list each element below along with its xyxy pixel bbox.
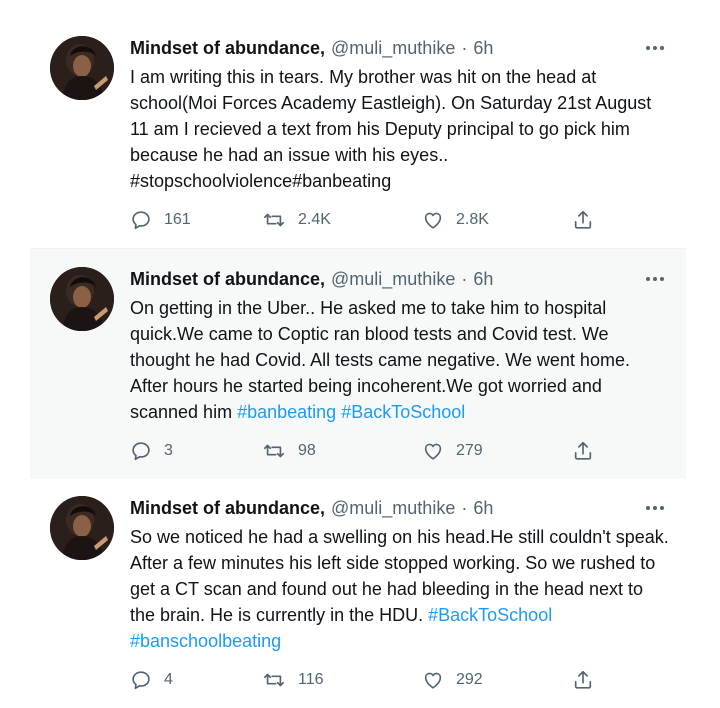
retweet-count: 98: [298, 442, 316, 459]
tweet-text: [130, 524, 670, 654]
retweet-icon: [262, 209, 286, 231]
author-handle[interactable]: @muli_muthike: [331, 268, 456, 289]
separator: ·: [461, 497, 468, 518]
more-options-button[interactable]: [642, 36, 668, 60]
tweet-actions: [130, 206, 610, 234]
heart-icon: [422, 440, 444, 462]
timestamp[interactable]: 6h: [473, 497, 494, 518]
tweet-header: [130, 496, 670, 520]
retweet-button[interactable]: [262, 209, 331, 231]
heart-icon: [422, 669, 444, 691]
hashtag-link[interactable]: #banschoolbeating: [130, 631, 282, 651]
timestamp[interactable]: 6h: [473, 37, 494, 58]
tweet-actions: [130, 437, 610, 465]
tweet-actions: [130, 666, 610, 694]
avatar-image: [50, 496, 114, 560]
share-icon: [572, 669, 594, 691]
hashtag-link[interactable]: #BackToSchool: [428, 605, 553, 625]
tweet-thread: [30, 18, 686, 708]
share-button[interactable]: [572, 669, 594, 691]
author-name[interactable]: Mindset of abundance,: [130, 497, 326, 518]
reply-count: 3: [164, 442, 173, 459]
author-name[interactable]: Mindset of abundance,: [130, 268, 326, 289]
reply-icon: [130, 440, 152, 462]
like-count: 2.8K: [456, 211, 489, 228]
tweet-text: [130, 64, 670, 194]
reply-count: 161: [164, 211, 191, 228]
hashtag-link[interactable]: #BackToSchool: [341, 402, 466, 422]
avatar-image: [50, 36, 114, 100]
tweet-text-segment: So we noticed he had a swelling on his head.He still couldn't speak. After a few minutes his left side stopped working. So we rushed to get a CT scan and found out he had bleeding in the head next to the brain. He is currently in the HDU.: [130, 527, 669, 625]
retweet-button[interactable]: [262, 669, 324, 691]
reply-icon: [130, 209, 152, 231]
share-button[interactable]: [572, 209, 594, 231]
avatar-image: [50, 267, 114, 331]
more-options-button[interactable]: [642, 496, 668, 520]
tweet-header: [130, 36, 670, 60]
more-icon: [645, 276, 665, 282]
separator: ·: [461, 268, 468, 289]
more-icon: [645, 45, 665, 51]
separator: ·: [461, 37, 468, 58]
like-button[interactable]: [422, 440, 483, 462]
retweet-button[interactable]: [262, 440, 316, 462]
avatar[interactable]: [50, 267, 114, 331]
tweet-text-segment: I am writing this in tears. My brother was hit on the head at school(Moi Forces Academy Eastleigh). On Saturday 21st August 11 am I recieved a text from his Deputy principal to go pick him because he had an issue with his eyes.. #stopschoolviolence#banbeating: [130, 67, 652, 191]
retweet-count: 2.4K: [298, 211, 331, 228]
reply-button[interactable]: [130, 669, 173, 691]
avatar[interactable]: [50, 496, 114, 560]
tweet[interactable]: [30, 18, 686, 248]
author-handle[interactable]: @muli_muthike: [331, 497, 456, 518]
retweet-icon: [262, 440, 286, 462]
retweet-count: 116: [298, 671, 324, 688]
tweet[interactable]: [30, 478, 686, 708]
timestamp[interactable]: 6h: [473, 268, 494, 289]
like-button[interactable]: [422, 669, 483, 691]
like-count: 279: [456, 442, 483, 459]
tweet-text-segment: On getting in the Uber.. He asked me to take him to hospital quick.We came to Coptic ran blood tests and Covid test. We thought he had Covid. All tests came negative. We went home. After hours he started being incoherent.We got worried and scanned him: [130, 298, 630, 422]
hashtag-link[interactable]: #banbeating: [237, 402, 337, 422]
reply-count: 4: [164, 671, 173, 688]
like-button[interactable]: [422, 209, 489, 231]
tweet[interactable]: [30, 248, 686, 478]
reply-button[interactable]: [130, 440, 173, 462]
retweet-icon: [262, 669, 286, 691]
share-icon: [572, 209, 594, 231]
share-icon: [572, 440, 594, 462]
more-options-button[interactable]: [642, 267, 668, 291]
author-handle[interactable]: @muli_muthike: [331, 37, 456, 58]
heart-icon: [422, 209, 444, 231]
share-button[interactable]: [572, 440, 594, 462]
tweet-text: [130, 295, 670, 425]
tweet-header: [130, 267, 670, 291]
like-count: 292: [456, 671, 483, 688]
avatar[interactable]: [50, 36, 114, 100]
more-icon: [645, 505, 665, 511]
reply-button[interactable]: [130, 209, 191, 231]
reply-icon: [130, 669, 152, 691]
author-name[interactable]: Mindset of abundance,: [130, 37, 326, 58]
